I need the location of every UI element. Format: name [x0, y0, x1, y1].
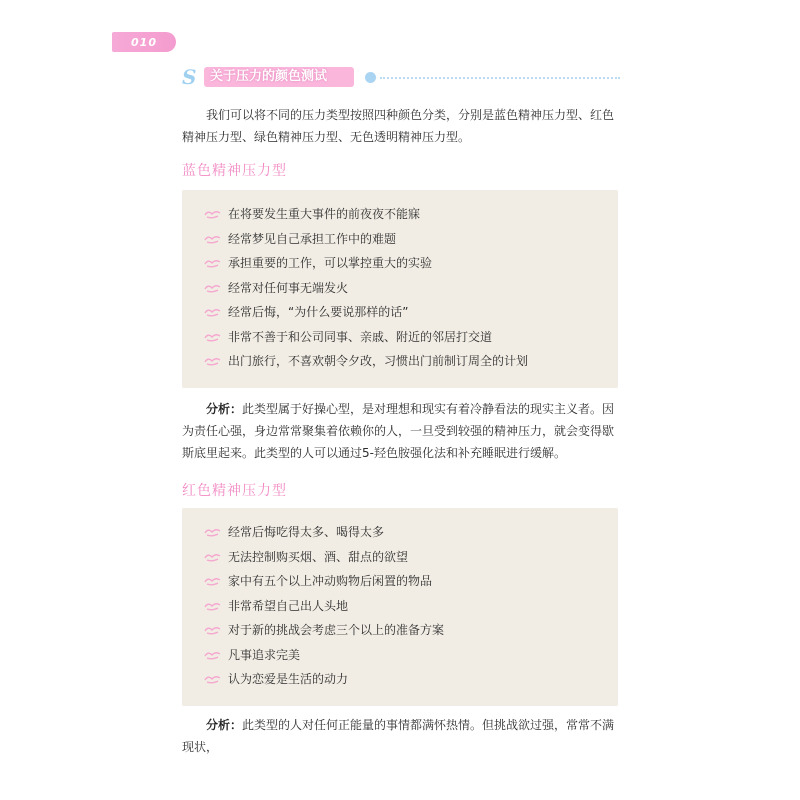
- blue-checklist-box: [182, 190, 618, 388]
- pink-heart-bullet-icon: [204, 235, 222, 244]
- checklist-item-text: 经常对任何事无端发火: [228, 280, 349, 295]
- checklist-item-text: 经常梦见自己承担工作中的难题: [228, 231, 397, 246]
- checklist-item: [182, 325, 618, 350]
- pink-heart-bullet-icon: [204, 626, 222, 635]
- pink-heart-bullet-icon: [204, 357, 222, 366]
- pink-heart-bullet-icon: [204, 675, 222, 684]
- section-title-row: [182, 64, 622, 94]
- analysis-text: 此类型属于好操心型，是对理想和现实有着冷静看法的现实主义者。因为责任心强，身边常常聚集着依赖你的人，一旦受到较强的精神压力，就会变得歇斯底里起来。此类型的人可以通过5-羟色胺强化法和补充睡眠进行缓解。: [182, 402, 615, 460]
- pink-heart-bullet-icon: [204, 651, 222, 660]
- checklist-item: [182, 569, 618, 594]
- checklist-item-text: 非常希望自己出人头地: [228, 598, 349, 613]
- checklist-item: [182, 227, 618, 252]
- page-number-tab: [112, 32, 176, 52]
- pink-heart-bullet-icon: [204, 308, 222, 317]
- blue-analysis: [182, 398, 622, 464]
- checklist-item-text: 出门旅行，不喜欢朝令夕改，习惯出门前制订周全的计划: [228, 354, 529, 368]
- checklist-item: [182, 594, 618, 619]
- blue-checklist: [182, 190, 618, 374]
- pink-heart-bullet-icon: [204, 553, 222, 562]
- checklist-item-text: 认为恋爱是生活的动力: [228, 672, 349, 686]
- page-number: 010: [131, 35, 157, 49]
- checklist-item: [182, 618, 618, 643]
- section-mark: S: [182, 65, 197, 89]
- blue-type-heading: 蓝色精神压力型: [182, 163, 287, 179]
- red-checklist: [182, 508, 618, 692]
- checklist-item: [182, 545, 618, 570]
- analysis-text: 此类型的人对任何正能量的事情都满怀热情。但挑战欲过强，常常不满现状，: [182, 718, 615, 754]
- checklist-item-text: 非常不善于和公司同事、亲戚、附近的邻居打交道: [228, 329, 493, 344]
- pink-heart-bullet-icon: [204, 333, 222, 342]
- checklist-item-text: 凡事追求完美: [228, 647, 301, 662]
- red-analysis: [182, 714, 622, 758]
- analysis-label: 分析：: [206, 402, 243, 416]
- checklist-item: [182, 643, 618, 668]
- checklist-item-text: 在将要发生重大事件的前夜夜不能寐: [228, 207, 421, 221]
- pink-heart-bullet-icon: [204, 259, 222, 268]
- checklist-item-text: 承担重要的工作，可以掌控重大的实验: [228, 256, 433, 270]
- checklist-item: [182, 276, 618, 301]
- checklist-item-text: 经常后悔吃得太多、喝得太多: [228, 525, 385, 539]
- red-type-heading: 红色精神压力型: [182, 483, 287, 499]
- pink-heart-bullet-icon: [204, 602, 222, 611]
- checklist-item-text: 对于新的挑战会考虑三个以上的准备方案: [228, 623, 445, 637]
- checklist-item: [182, 667, 618, 692]
- pink-heart-bullet-icon: [204, 210, 222, 219]
- checklist-item: [182, 251, 618, 276]
- checklist-item-text: 无法控制购买烟、酒、甜点的欲望: [228, 549, 409, 564]
- analysis-label: 分析：: [206, 718, 243, 732]
- checklist-item-text: 经常后悔，“为什么要说那样的话”: [228, 305, 409, 319]
- intro-paragraph: 我们可以将不同的压力类型按照四种颜色分类，分别是蓝色精神压力型、红色精神压力型、绿色精神压力型、无色透明精神压力型。: [182, 108, 615, 144]
- pink-heart-bullet-icon: [204, 528, 222, 537]
- red-checklist-box: [182, 508, 618, 706]
- dotted-divider: [380, 77, 620, 79]
- section-title: 关于压力的颜色测试: [210, 69, 328, 84]
- checklist-item: [182, 202, 618, 227]
- checklist-item: [182, 349, 618, 374]
- checklist-item: [182, 520, 618, 545]
- pink-heart-bullet-icon: [204, 577, 222, 586]
- checklist-item-text: 家中有五个以上冲动购物后闲置的物品: [228, 574, 433, 588]
- checklist-item: [182, 300, 618, 325]
- pink-heart-bullet-icon: [204, 284, 222, 293]
- circle-dot-icon: [365, 72, 376, 83]
